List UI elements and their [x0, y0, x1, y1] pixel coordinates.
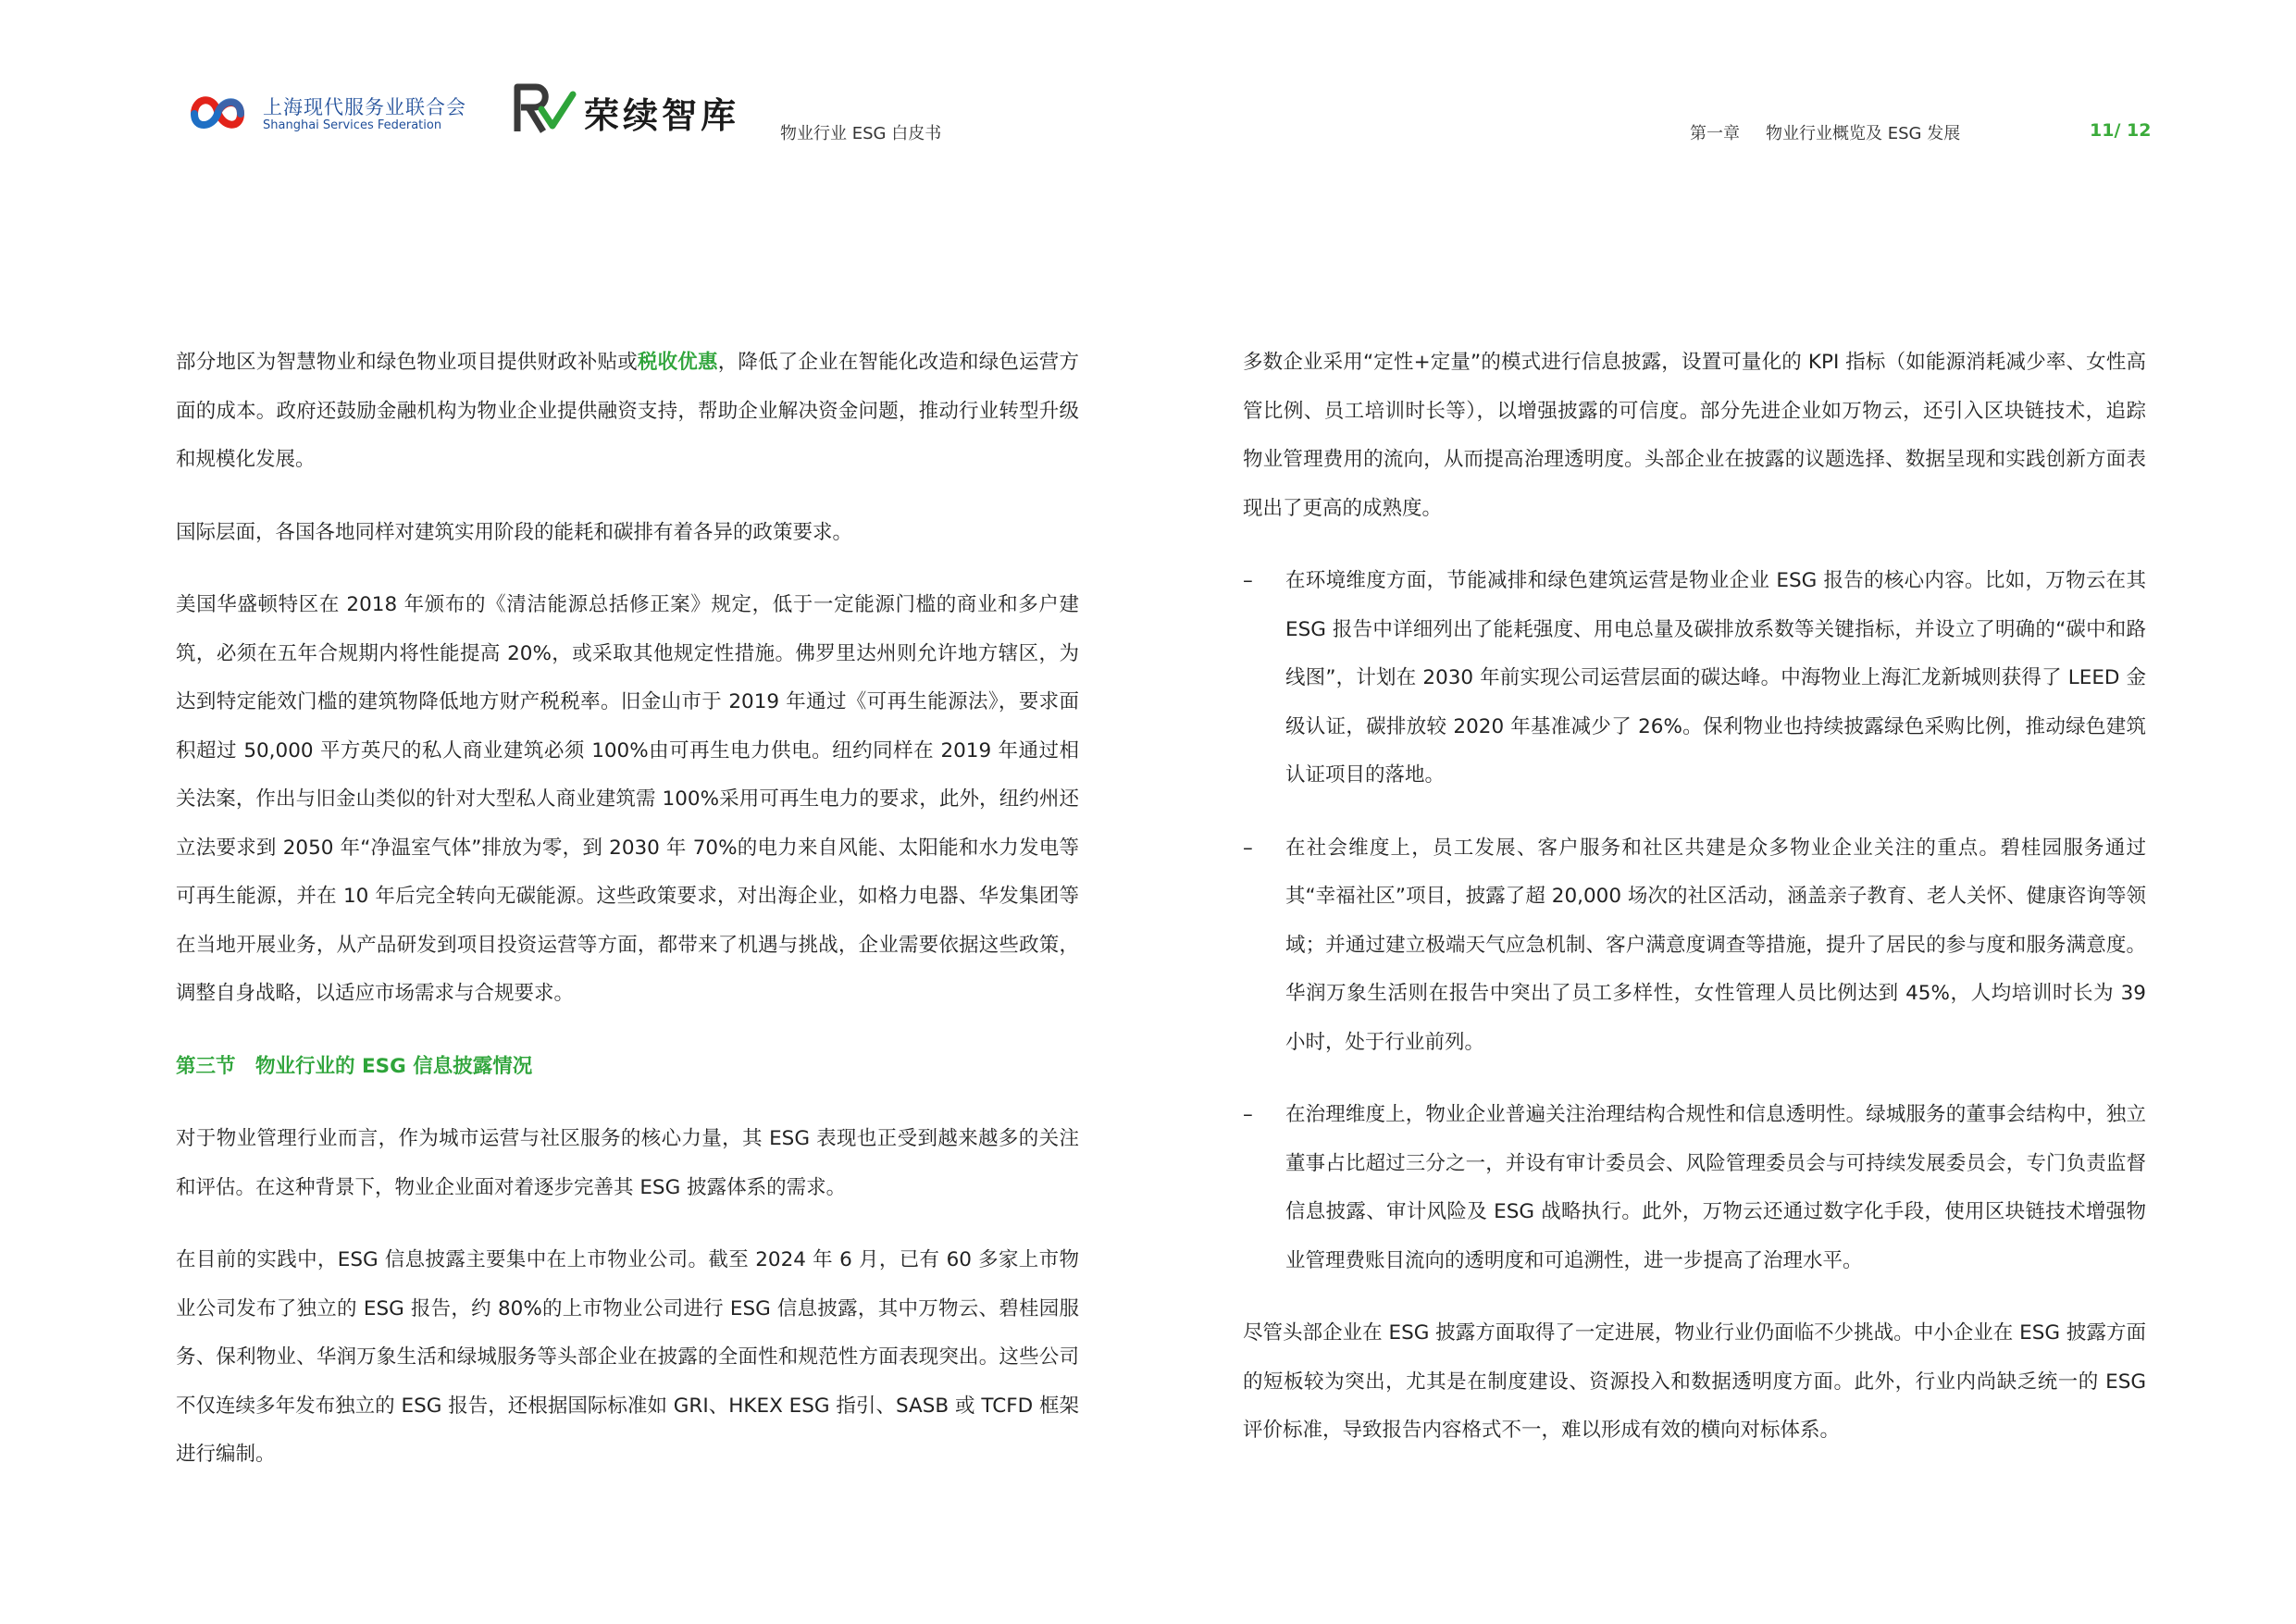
rx-mark-icon	[512, 81, 578, 137]
paragraph-text: 部分地区为智慧物业和绿色物业项目提供财政补贴或	[176, 351, 638, 374]
ssf-emblem-icon	[181, 85, 254, 143]
paragraph-text: ，降低了企业在智能化改造和绿色运营方面的成本。政府还鼓励金融机构为物业企业提供融资支持，帮助企业解决资金问题，推动行业转型升级和规模化发展。	[176, 351, 1079, 471]
paragraph	[176, 339, 1079, 485]
section-title: 第三节 物业行业的 ESG 信息披露情况	[176, 1054, 533, 1078]
ssf-name-en: Shanghai Services Federation	[263, 118, 442, 132]
paragraph: 多数企业采用“定性+定量”的模式进行信息披露，设置可量化的 KPI 指标（如能源消耗减少率、女性高管比例、员工培训时长等），以增强披露的可信度。部分先进企业如万物云，还引入区块链技术，追踪物业管理费用的流向，从而提高治理透明度。头部企业在披露的议题选择、数据呈现和实践创新方面表现出了更高的成熟度。	[1243, 351, 2146, 520]
list-item-text: 在社会维度上，员工发展、客户服务和社区共建是众多物业企业关注的重点。碧桂园服务通过其“幸福社区”项目，披露了超 20,000 场次的社区活动，涵盖亲子教育、老人关怀、健康咨询等领域；并通过建立极端天气应急机制、客户满意度调查等措施，提升了居民的参与度和服务满意度。华润万象生活则在报告中突出了员工多样性，女性管理人员比例达到 45%，人均培训时长为 39 小时，处于行业前列。	[1285, 836, 2146, 1054]
left-column	[176, 339, 1079, 1504]
list-item-text: 在治理维度上，物业企业普遍关注治理结构合规性和信息透明性。绿城服务的董事会结构中，独立董事占比超过三分之一，并设有审计委员会、风险管理委员会与可持续发展委员会，专门负责监督信息披露、审计风险及 ESG 战略执行。此外，万物云还通过数字化手段，使用区块链技术增强物业管理费账目流向的透明度和可追溯性，进一步提高了治理水平。	[1285, 1103, 2146, 1272]
chapter-title: 物业行业概览及 ESG 发展	[1766, 124, 1961, 143]
list-item-text: 在环境维度方面，节能减排和绿色建筑运营是物业企业 ESG 报告的核心内容。比如，万物云在其 ESG 报告中详细列出了能耗强度、用电总量及碳排放系数等关键指标，并设立了明确的“碳中和路线图”，计划在 2030 年前实现公司运营层面的碳达峰。中海物业上海汇龙新城则获得了 LEED 金级认证，碳排放较 2020 年基准减少了 26%。保利物业也持续披露绿色采购比例，推动绿色建筑认证项目的落地。	[1285, 569, 2146, 787]
chapter-heading	[1690, 120, 1960, 144]
rx-name: 荣续智库	[584, 95, 740, 136]
list-item	[1243, 824, 2146, 1068]
ssf-name-cn: 上海现代服务业联合会	[263, 96, 466, 118]
list-item	[1243, 557, 2146, 800]
ssf-logo	[181, 85, 496, 143]
rx-logo	[512, 81, 752, 139]
paragraph: 尽管头部企业在 ESG 披露方面取得了一定进展，物业行业仍面临不少挑战。中小企业在 ESG 披露方面的短板较为突出，尤其是在制度建设、资源投入和数据透明度方面。此外，行业内尚缺乏统一的 ESG 评价标准，导致报告内容格式不一，难以形成有效的横向对标体系。	[1243, 1321, 2146, 1442]
bullet-dash: –	[1243, 569, 1253, 592]
chapter-label: 第一章	[1690, 124, 1740, 143]
paragraph: 国际层面，各国各地同样对建筑实用阶段的能耗和碳排有着各异的政策要求。	[176, 520, 853, 544]
page-number: 11/ 12	[2090, 120, 2152, 141]
paragraph: 对于物业管理行业而言，作为城市运营与社区服务的核心力量，其 ESG 表现也正受到越来越多的关注和评估。在这种背景下，物业企业面对着逐步完善其 ESG 披露体系的需求。	[176, 1127, 1079, 1199]
list-item	[1243, 1091, 2146, 1285]
bullet-dash: –	[1243, 836, 1253, 860]
paragraph: 美国华盛顿特区在 2018 年颁布的《清洁能源总括修正案》规定，低于一定能源门槛的商业和多户建筑，必须在五年合规期内将性能提高 20%，或采取其他规定性措施。佛罗里达州则允许地方辖区，为达到特定能效门槛的建筑物降低地方财产税税率。旧金山市于 2019 年通过《可再生能源法》，要求面积超过 50,000 平方英尺的私人商业建筑必须 100%由可再生电力供电。纽约同样在 2019 年通过相关法案，作出与旧金山类似的针对大型私人商业建筑需 100%采用可再生电力的要求，此外，纽约州还立法要求到 2050 年“净温室气体”排放为零，到 2030 年 70%的电力来自风能、太阳能和水力发电等可再生能源，并在 10 年后完全转向无碳能源。这些政策要求，对出海企业，如格力电器、华发集团等在当地开展业务，从产品研发到项目投资运营等方面，都带来了机遇与挑战，企业需要依据这些政策，调整自身战略，以适应市场需求与合规要求。	[176, 593, 1079, 1005]
highlight-tax-incentive: 税收优惠	[637, 351, 718, 374]
bullet-dash: –	[1243, 1103, 1253, 1126]
document-title: 物业行业 ESG 白皮书	[780, 124, 942, 143]
right-column	[1243, 339, 2146, 1480]
paragraph: 在目前的实践中，ESG 信息披露主要集中在上市物业公司。截至 2024 年 6 月，已有 60 多家上市物业公司发布了独立的 ESG 报告，约 80%的上市物业公司进行 ESG 信息披露，其中万物云、碧桂园服务、保利物业、华润万象生活和绿城服务等头部企业在披露的全面性和规范性方面表现突出。这些公司不仅连续多年发布独立的 ESG 报告，还根据国际标准如 GRI、HKEX ESG 指引、SASB 或 TCFD 框架进行编制。	[176, 1248, 1079, 1466]
